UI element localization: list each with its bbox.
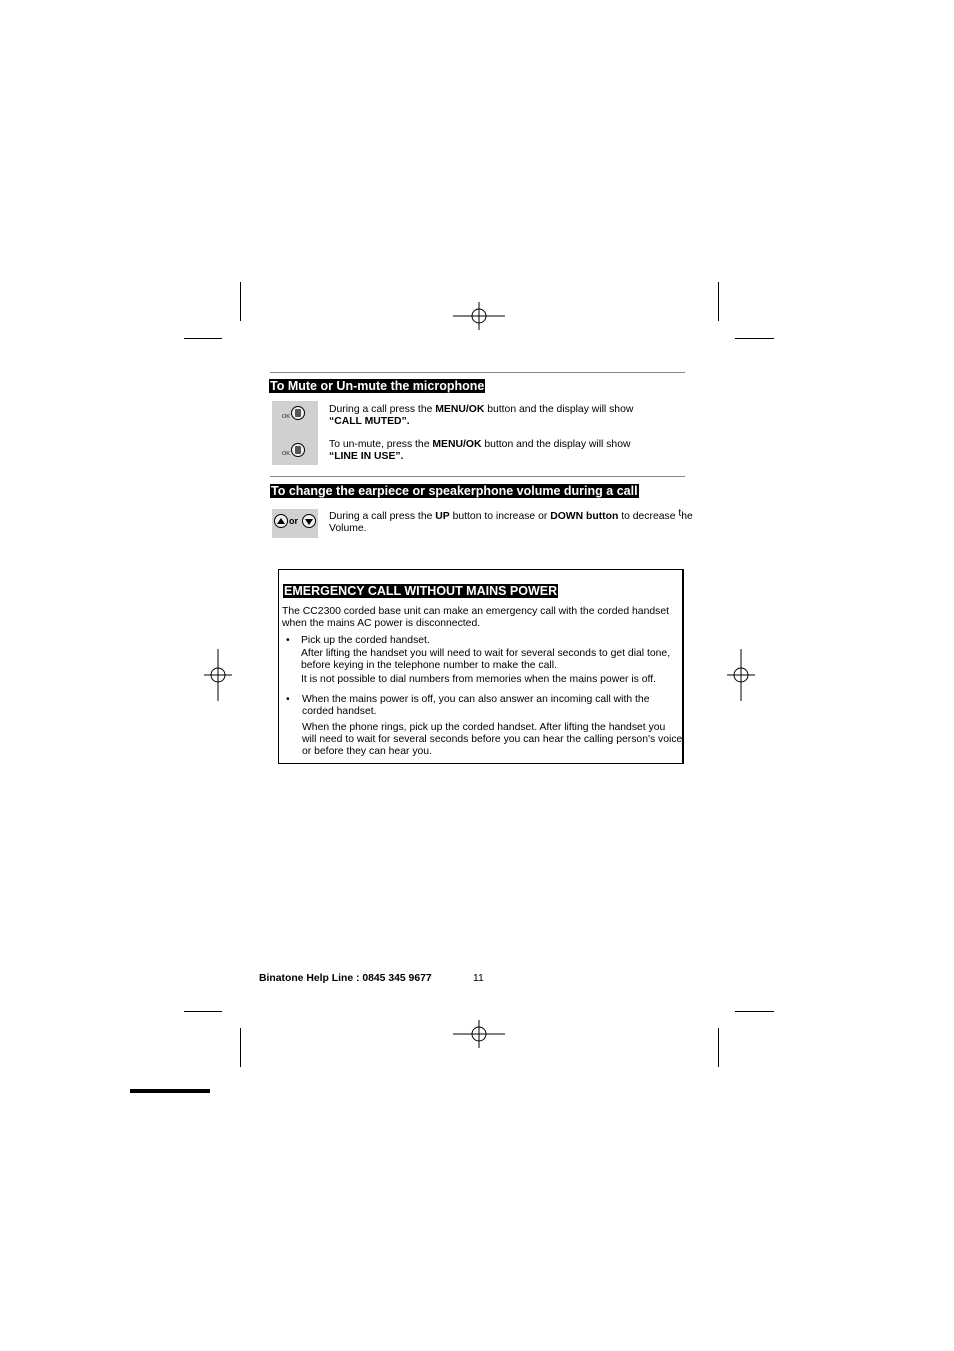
crop-mark: [240, 1028, 241, 1067]
emergency-heading: EMERGENCY CALL WITHOUT MAINS POWER: [284, 584, 558, 598]
volume-section-heading: To change the earpiece or speakerphone volume during a call: [271, 484, 638, 498]
registration-mark-icon: [204, 649, 232, 701]
or-label: or: [289, 516, 298, 526]
mute-icon-panel: [272, 401, 318, 465]
ok-label: OK: [282, 414, 290, 420]
crop-mark: [718, 1028, 719, 1067]
crop-mark: [240, 282, 241, 321]
crop-mark: [184, 338, 222, 339]
helpline-footer: Binatone Help Line : 0845 345 9677: [259, 973, 432, 984]
menu-ok-button-icon: [291, 443, 305, 457]
mute-instruction: During a call press the MENU/OK button and the display will show “CALL MUTED”.: [329, 404, 634, 427]
registration-mark-icon: [453, 298, 505, 334]
display-text-line-in-use: “LINE IN USE”.: [329, 451, 404, 462]
menu-ok-button-icon: [291, 406, 305, 420]
black-bar: [130, 1089, 210, 1093]
emergency-intro: The CC2300 corded base unit can make an emergency call with the corded handset when the mains AC power is disconnected.: [282, 606, 669, 629]
emergency-bullet-2: When the mains power is off, you can also answer an incoming call with the corded handset. When the phone rings, pick up the corded handset. After lifting the handset you will need to wait for several seconds before you can hear the calling person's voice or before they can hear you.: [302, 694, 683, 757]
volume-icon-panel: [272, 509, 318, 538]
volume-instruction: During a call press the UP button to increase or DOWN button to decrease the Volume.: [329, 508, 693, 534]
registration-mark-icon: [727, 649, 755, 701]
display-text-call-muted: “CALL MUTED”.: [329, 416, 410, 427]
crop-mark: [718, 282, 719, 321]
bullet-point: •: [286, 694, 290, 705]
crop-mark: [184, 1011, 222, 1012]
section-divider: [270, 372, 685, 373]
page-number: 11: [473, 973, 484, 984]
emergency-bullet-1: Pick up the corded handset. After lifting the handset you will need to wait for several seconds to get dial tone, before keying in the telephone number to make the call. It is not possible to dial numbers from memories when the mains power is off.: [301, 635, 671, 685]
up-button-icon: [274, 514, 288, 528]
down-button-icon: [302, 514, 316, 528]
crop-mark: [735, 338, 774, 339]
ok-label: OK: [282, 451, 290, 457]
bullet-point: •: [286, 635, 290, 646]
crop-mark: [735, 1011, 774, 1012]
unmute-instruction: To un-mute, press the MENU/OK button and the display will show “LINE IN USE”.: [329, 439, 631, 462]
mute-section-heading: To Mute or Un-mute the microphone: [270, 379, 485, 393]
registration-mark-icon: [453, 1016, 505, 1052]
section-divider: [270, 476, 685, 477]
